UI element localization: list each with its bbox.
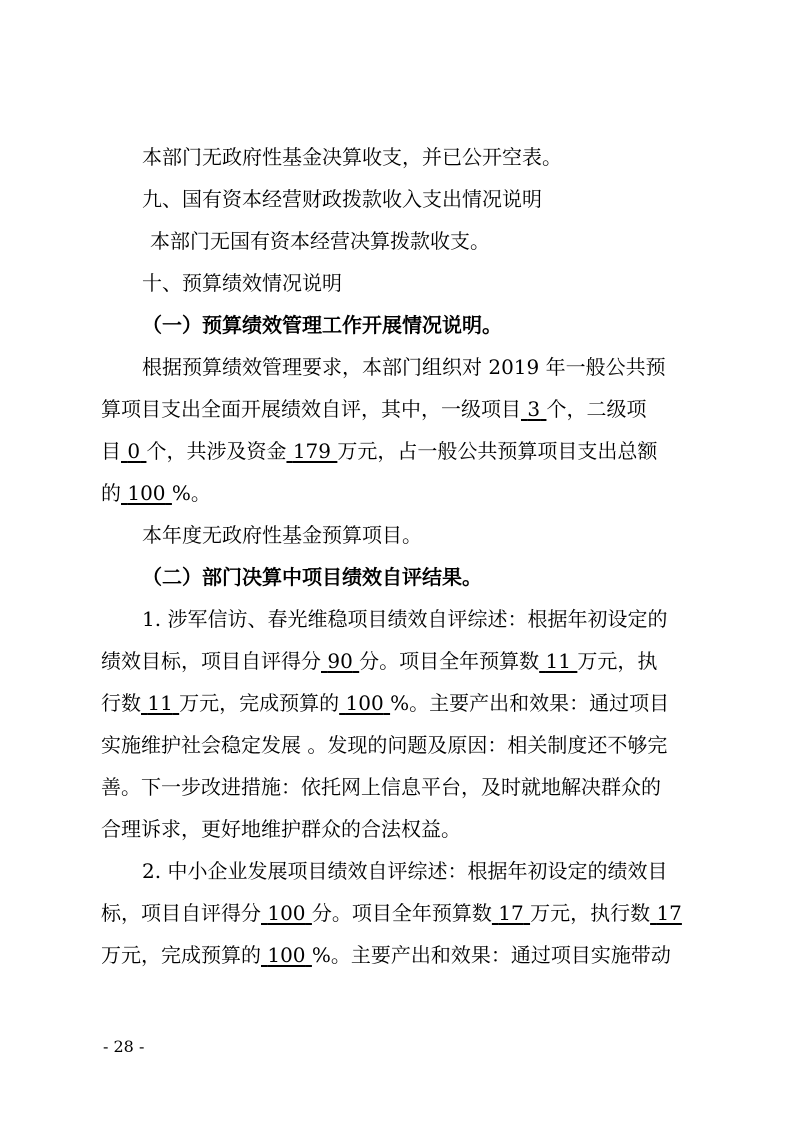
text-line [101, 691, 669, 715]
text-span: 目 [101, 439, 121, 463]
heading-section-10-1: （一）预算绩效管理工作开展情况说明。 [142, 313, 502, 337]
text-line: 合理诉求，更好地维护群众的合法权益。 [101, 817, 461, 841]
text-span: 万元，占一般公共预算项目支出总额 [337, 439, 658, 463]
text-line: 2. 中小企业发展项目绩效自评综述：根据年初设定的绩效目 [142, 859, 668, 883]
text-line [101, 439, 657, 463]
text-line: 根据预算绩效管理要求，本部门组织对 2019 年一般公共预 [142, 355, 666, 379]
paragraph-no-state-capital: 本部门无国有资本经营决算拨款收支。 [150, 229, 490, 253]
value-executed: 17 [656, 901, 682, 925]
text-span: 绩效目标，项目自评得分 [101, 649, 321, 673]
heading-section-10: 十、预算绩效情况说明 [142, 271, 342, 295]
text-span: 的 [101, 481, 121, 505]
text-span: 算项目支出全面开展绩效自评，其中，一级项目 [101, 397, 521, 421]
paragraph-no-fund-project: 本年度无政府性基金预算项目。 [142, 523, 422, 547]
text-line: 实施维护社会稳定发展 。发现的问题及原因：相关制度还不够完 [101, 733, 668, 757]
text-span: %。主要产出和效果：通过项目实施带动 [311, 943, 671, 967]
value-score: 90 [327, 649, 353, 673]
value-second-level-projects: 0 [127, 439, 141, 463]
paragraph-no-fund: 本部门无政府性基金决算收支，并已公开空表。 [142, 145, 562, 169]
value-fund-amount: 179 [292, 439, 331, 463]
value-executed: 11 [147, 691, 173, 715]
text-line: 1. 涉军信访、春光维稳项目绩效自评综述：根据年初设定的 [142, 607, 668, 631]
text-span: 行数 [101, 691, 141, 715]
text-span: 万元，完成预算的 [101, 943, 261, 967]
text-span: 万元，执行数 [530, 901, 651, 925]
text-line: 善。下一步改进措施：依托网上信息平台，及时就地解决群众的 [101, 775, 661, 799]
heading-section-9: 九、国有资本经营财政拨款收入支出情况说明 [142, 187, 542, 211]
text-span: 万元，执 [577, 649, 658, 673]
heading-section-10-2: （二）部门决算中项目绩效自评结果。 [142, 565, 482, 589]
value-budget: 11 [545, 649, 571, 673]
text-span: 标，项目自评得分 [101, 901, 261, 925]
text-line [101, 481, 211, 505]
text-span: 万元，完成预算的 [179, 691, 340, 715]
value-first-level-projects: 3 [527, 397, 541, 421]
text-span: %。主要产出和效果：通过项目 [390, 691, 670, 715]
value-percentage: 100 [127, 481, 166, 505]
text-line [101, 649, 657, 673]
value-score: 100 [267, 901, 306, 925]
text-span: 分。项目全年预算数 [311, 901, 492, 925]
value-budget: 17 [498, 901, 524, 925]
text-line [101, 397, 646, 421]
text-span: 分。项目全年预算数 [359, 649, 540, 673]
value-percentage: 100 [267, 943, 306, 967]
text-span: 个，共涉及资金 [146, 439, 287, 463]
text-span: 个，二级项 [546, 397, 647, 421]
text-line [101, 943, 671, 967]
text-line [101, 901, 682, 925]
text-span: %。 [171, 481, 211, 505]
page-number: - 28 - [103, 1037, 145, 1056]
value-percentage: 100 [345, 691, 384, 715]
